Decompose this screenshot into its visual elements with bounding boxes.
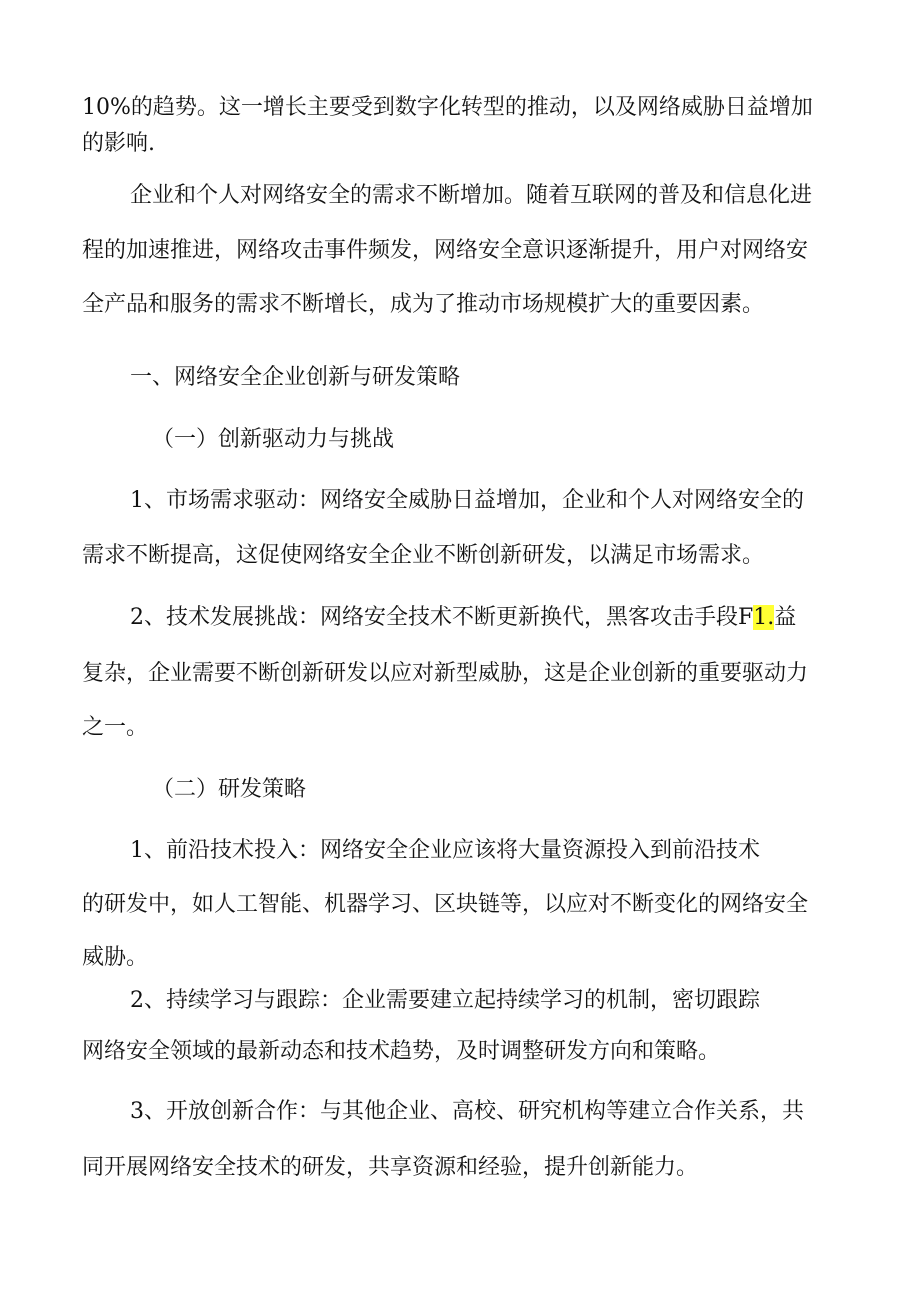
text-line: 复杂，企业需要不断创新研发以应对新型威胁，这是企业创新的重要驱动力 [82,661,809,686]
text-line: 的影响. [82,131,155,156]
paragraph-line: 2、持续学习与跟踪：企业需要建立起持续学习的机制，密切跟踪 [130,988,760,1013]
text-line: 同开展网络安全技术的研发，共享资源和经验，提升创新能力。 [82,1155,699,1180]
paragraph-line: 3、开放创新合作：与其他企业、高校、研究机构等建立合作关系，共 [130,1099,804,1124]
text-line: 网络安全领域的最新动态和技术趋势，及时调整研发方向和策略。 [82,1039,721,1064]
text-line: 全产品和服务的需求不断增长，成为了推动市场规模扩大的重要因素。 [82,292,765,317]
text-line: 的研发中，如人工智能、机器学习、区块链等，以应对不断变化的网络安全 [82,892,809,917]
subsection-heading: （一）创新驱动力与挑战 [152,427,395,452]
text-line: 威胁。 [82,945,149,970]
highlighted-paragraph-line [130,602,890,634]
subsection-heading: （二）研发策略 [152,777,307,802]
section-heading: 一、网络安全企业创新与研发策略 [130,365,461,390]
paragraph-line: 1、前沿技术投入：网络安全企业应该将大量资源投入到前沿技术 [130,838,760,863]
text-after-highlight: 益 [774,605,797,630]
text-line: 之一。 [82,715,149,740]
text-line: 10%的趋势。这一增长主要受到数字化转型的推动，以及网络威胁日益增加 [82,95,813,120]
paragraph-line: 1、市场需求驱动：网络安全威胁日益增加，企业和个人对网络安全的 [130,488,804,513]
text-line: 程的加速推进，网络攻击事件频发，网络安全意识逐渐提升，用户对网络安 [82,238,809,263]
text-line: 需求不断提高，这促使网络安全企业不断创新研发，以满足市场需求。 [82,543,765,568]
text-before-highlight: 2、技术发展挑战：网络安全技术不断更新换代，黑客攻击手段F [130,605,754,630]
paragraph-line: 企业和个人对网络安全的需求不断增加。随着互联网的普及和信息化进 [130,183,813,208]
highlight-mark: 1. [753,605,775,630]
